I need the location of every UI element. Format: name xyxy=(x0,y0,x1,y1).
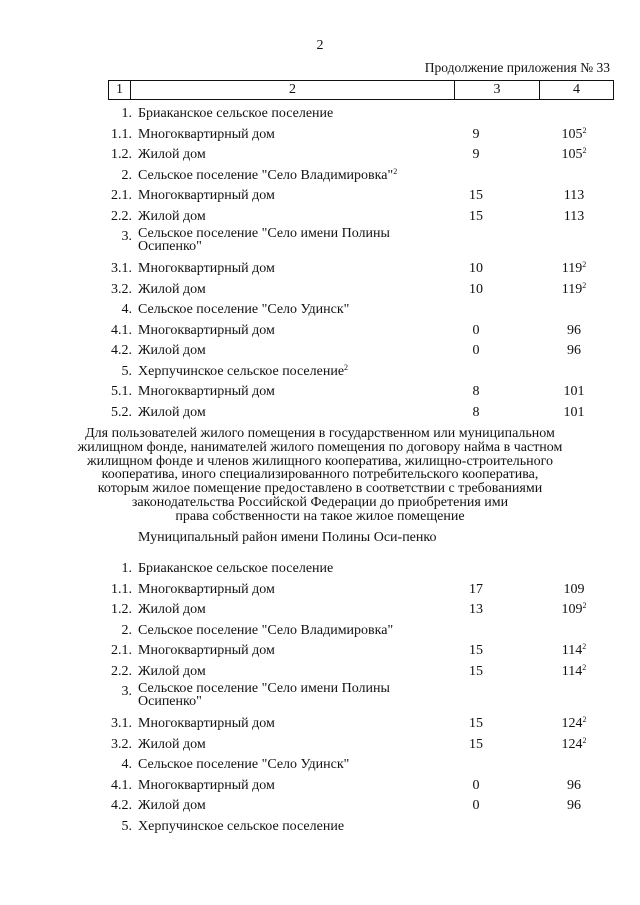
row-name: Жилой дом xyxy=(138,147,206,162)
table-row xyxy=(0,227,640,259)
row-name: Жилой дом xyxy=(138,281,206,297)
row-name: Многоквартирный дом xyxy=(138,581,275,597)
footnote-mark: 2 xyxy=(393,166,398,176)
table-row xyxy=(0,641,640,662)
row-col-4: 96 xyxy=(567,343,581,358)
table-row xyxy=(0,259,640,280)
table-row xyxy=(0,600,640,621)
row-col-3: 0 xyxy=(472,798,480,813)
row-number: 1.2. xyxy=(111,147,132,162)
table-row xyxy=(0,403,640,424)
row-col-3: 15 xyxy=(469,208,483,224)
row-number: 4. xyxy=(121,757,132,772)
footnote-mark: 2 xyxy=(344,362,349,372)
row-name: Многоквартирный дом xyxy=(138,643,275,658)
row-col-4: $119^2$ xyxy=(561,260,587,276)
footnote-mark: 2 xyxy=(582,260,587,269)
row-number: 1. xyxy=(121,561,132,576)
row-col-3: 15 xyxy=(469,643,483,658)
row-number: 5. xyxy=(121,818,132,834)
row-number: 5. xyxy=(121,363,132,379)
row-number: 1.1. xyxy=(111,581,132,597)
row-name: Бриаканское сельское поселение xyxy=(138,106,334,121)
table-row xyxy=(0,300,640,321)
row-col-3: 13 xyxy=(469,602,483,617)
description-line: жилищном фонде и членов жилищного кооператива, жилищно-строительного xyxy=(86,453,554,469)
row-name: Многоквартирный дом xyxy=(138,777,275,793)
row-col-4: $105^2$ xyxy=(561,125,587,142)
table-row xyxy=(0,341,640,362)
row-col-3: 10 xyxy=(469,281,483,297)
row-number: 3. xyxy=(121,229,132,244)
description-line: жилищном фонде, нанимателей жилого помещения по договору найма в частном xyxy=(77,439,563,455)
footnote-mark: 2 xyxy=(582,280,587,290)
row-name: Жилой дом xyxy=(138,602,206,617)
row-col-3: 8 xyxy=(472,404,480,420)
row-col-4: $124^2$ xyxy=(561,735,587,752)
row-number: 1.1. xyxy=(111,126,132,142)
footnote-mark: 2 xyxy=(582,642,587,651)
row-name: Многоквартирный дом xyxy=(138,261,275,276)
row-col-4: 101 xyxy=(563,404,585,420)
row-name: Сельское поселение "Село имени Полины Осипенко" xyxy=(138,681,390,709)
row-name: Сельское поселение "Село имени Полины Осипенко" xyxy=(138,226,390,254)
table-row xyxy=(0,776,640,797)
table-row xyxy=(0,580,640,601)
footnote-mark: 2 xyxy=(582,125,587,135)
row-number: 4.1. xyxy=(111,322,132,338)
description-line: которым жилое помещение предоставлено в соответствии с требованиями xyxy=(97,481,543,497)
row-col-4: 101 xyxy=(563,384,585,399)
municipal-district-name: Муниципальный район имени Полины Оси-пенко xyxy=(138,530,437,545)
row-col-3: 15 xyxy=(469,736,483,752)
row-name: Сельское поселение "Село Владимировка" xyxy=(138,622,394,638)
table-row xyxy=(0,145,640,166)
row-number: 3.1. xyxy=(111,261,132,276)
page-number: 2 xyxy=(316,38,324,53)
row-number: 3.1. xyxy=(111,716,132,731)
description-line: законодательства Российской Федерации до приобретения ими xyxy=(131,494,509,510)
row-col-4: 113 xyxy=(563,208,585,224)
row-name: Херпучинское сельское поселение xyxy=(138,818,345,834)
row-number: 2. xyxy=(121,167,132,183)
row-name: Жилой дом xyxy=(138,663,206,679)
row-number: 4.1. xyxy=(111,777,132,793)
row-name: Жилой дом xyxy=(138,208,206,224)
row-col-4: $109^2$ xyxy=(561,601,587,617)
row-number: 1. xyxy=(121,106,132,121)
column-header-3: 3 xyxy=(455,81,540,100)
row-col-3: 0 xyxy=(472,777,480,793)
footnote-mark: 2 xyxy=(582,146,587,155)
row-col-3: 8 xyxy=(472,384,480,399)
row-col-4: $119^2$ xyxy=(561,280,587,297)
row-col-3: 15 xyxy=(469,188,483,203)
table-row xyxy=(0,796,640,817)
row-name: Сельское поселение "Село Владимировка"$^2$ xyxy=(138,166,398,183)
row-name: Многоквартирный дом xyxy=(138,384,275,399)
column-header-1: 1 xyxy=(109,81,131,100)
row-name: Херпучинское сельское поселение$^2$ xyxy=(138,362,349,379)
row-name: Многоквартирный дом xyxy=(138,716,275,731)
table-row xyxy=(0,166,640,187)
row-col-3: 9 xyxy=(472,126,480,142)
footnote-mark: 2 xyxy=(582,601,587,610)
row-number: 4.2. xyxy=(111,343,132,358)
footnote-mark: 2 xyxy=(582,715,587,724)
row-col-3: 17 xyxy=(469,581,483,597)
row-number: 3.2. xyxy=(111,736,132,752)
row-col-4: $124^2$ xyxy=(561,715,587,731)
municipal-district-row xyxy=(0,525,640,559)
row-name: Сельское поселение "Село Удинск" xyxy=(138,757,350,772)
row-name: Жилой дом xyxy=(138,343,206,358)
table-row xyxy=(0,362,640,383)
table-row xyxy=(0,755,640,776)
column-header-2: 2 xyxy=(131,81,455,100)
row-col-3: 15 xyxy=(469,716,483,731)
row-col-4: 96 xyxy=(567,777,581,793)
description-line: Для пользователей жилого помещения в государственном или муниципальном xyxy=(85,426,555,441)
row-name: Многоквартирный дом xyxy=(138,126,275,142)
table-row xyxy=(0,207,640,228)
row-name: Жилой дом xyxy=(138,404,206,420)
row-col-4: 96 xyxy=(567,798,581,813)
row-name: Жилой дом xyxy=(138,736,206,752)
row-col-3: 0 xyxy=(472,322,480,338)
row-name: Бриаканское сельское поселение xyxy=(138,561,334,576)
row-number: 5.2. xyxy=(111,404,132,420)
row-col-3: 10 xyxy=(469,261,483,276)
row-col-4: $114^2$ xyxy=(561,642,587,658)
row-number: 2. xyxy=(121,622,132,638)
table-row xyxy=(0,735,640,756)
section-1 xyxy=(0,104,640,423)
table-row xyxy=(0,186,640,207)
table-row xyxy=(0,104,640,125)
row-name: Многоквартирный дом xyxy=(138,322,275,338)
table-row xyxy=(0,321,640,342)
row-number: 4.2. xyxy=(111,798,132,813)
description-line: кооператива, иного специализированного потребительского кооператива, xyxy=(101,467,539,483)
row-col-4: $114^2$ xyxy=(561,662,587,679)
column-header-table xyxy=(108,80,614,100)
table-row xyxy=(0,382,640,403)
row-number: 4. xyxy=(121,302,132,317)
row-col-3: 9 xyxy=(472,147,480,162)
row-number: 1.2. xyxy=(111,602,132,617)
row-number: 2.1. xyxy=(111,188,132,203)
footnote-mark: 2 xyxy=(582,735,587,745)
table-row xyxy=(0,682,640,714)
tariff-group-description xyxy=(0,427,640,525)
row-col-3: 0 xyxy=(472,343,480,358)
rows-container xyxy=(0,104,640,837)
row-number: 5.1. xyxy=(111,384,132,399)
row-col-4: $105^2$ xyxy=(561,146,587,162)
row-name: Жилой дом xyxy=(138,798,206,813)
row-number: 2.2. xyxy=(111,663,132,679)
row-col-4: 109 xyxy=(563,581,585,597)
table-row xyxy=(0,662,640,683)
row-number: 3.2. xyxy=(111,281,132,297)
footnote-mark: 2 xyxy=(582,662,587,672)
row-number: 3. xyxy=(121,684,132,699)
section-2 xyxy=(0,559,640,837)
table-row xyxy=(0,817,640,838)
column-header-4: 4 xyxy=(540,81,614,100)
table-row xyxy=(0,559,640,580)
row-col-4: 96 xyxy=(567,322,581,338)
continuation-caption: Продолжение приложения № 33 xyxy=(424,60,610,75)
row-name: Многоквартирный дом xyxy=(138,188,275,203)
description-line: права собственности на такое жилое помещение xyxy=(175,508,465,524)
row-name: Сельское поселение "Село Удинск" xyxy=(138,302,350,317)
row-number: 2.1. xyxy=(111,643,132,658)
table-row xyxy=(0,621,640,642)
table-row xyxy=(0,125,640,146)
row-col-4: 113 xyxy=(563,188,585,203)
row-col-3: 15 xyxy=(469,663,483,679)
table-row xyxy=(0,280,640,301)
table-row xyxy=(0,714,640,735)
row-number: 2.2. xyxy=(111,208,132,224)
